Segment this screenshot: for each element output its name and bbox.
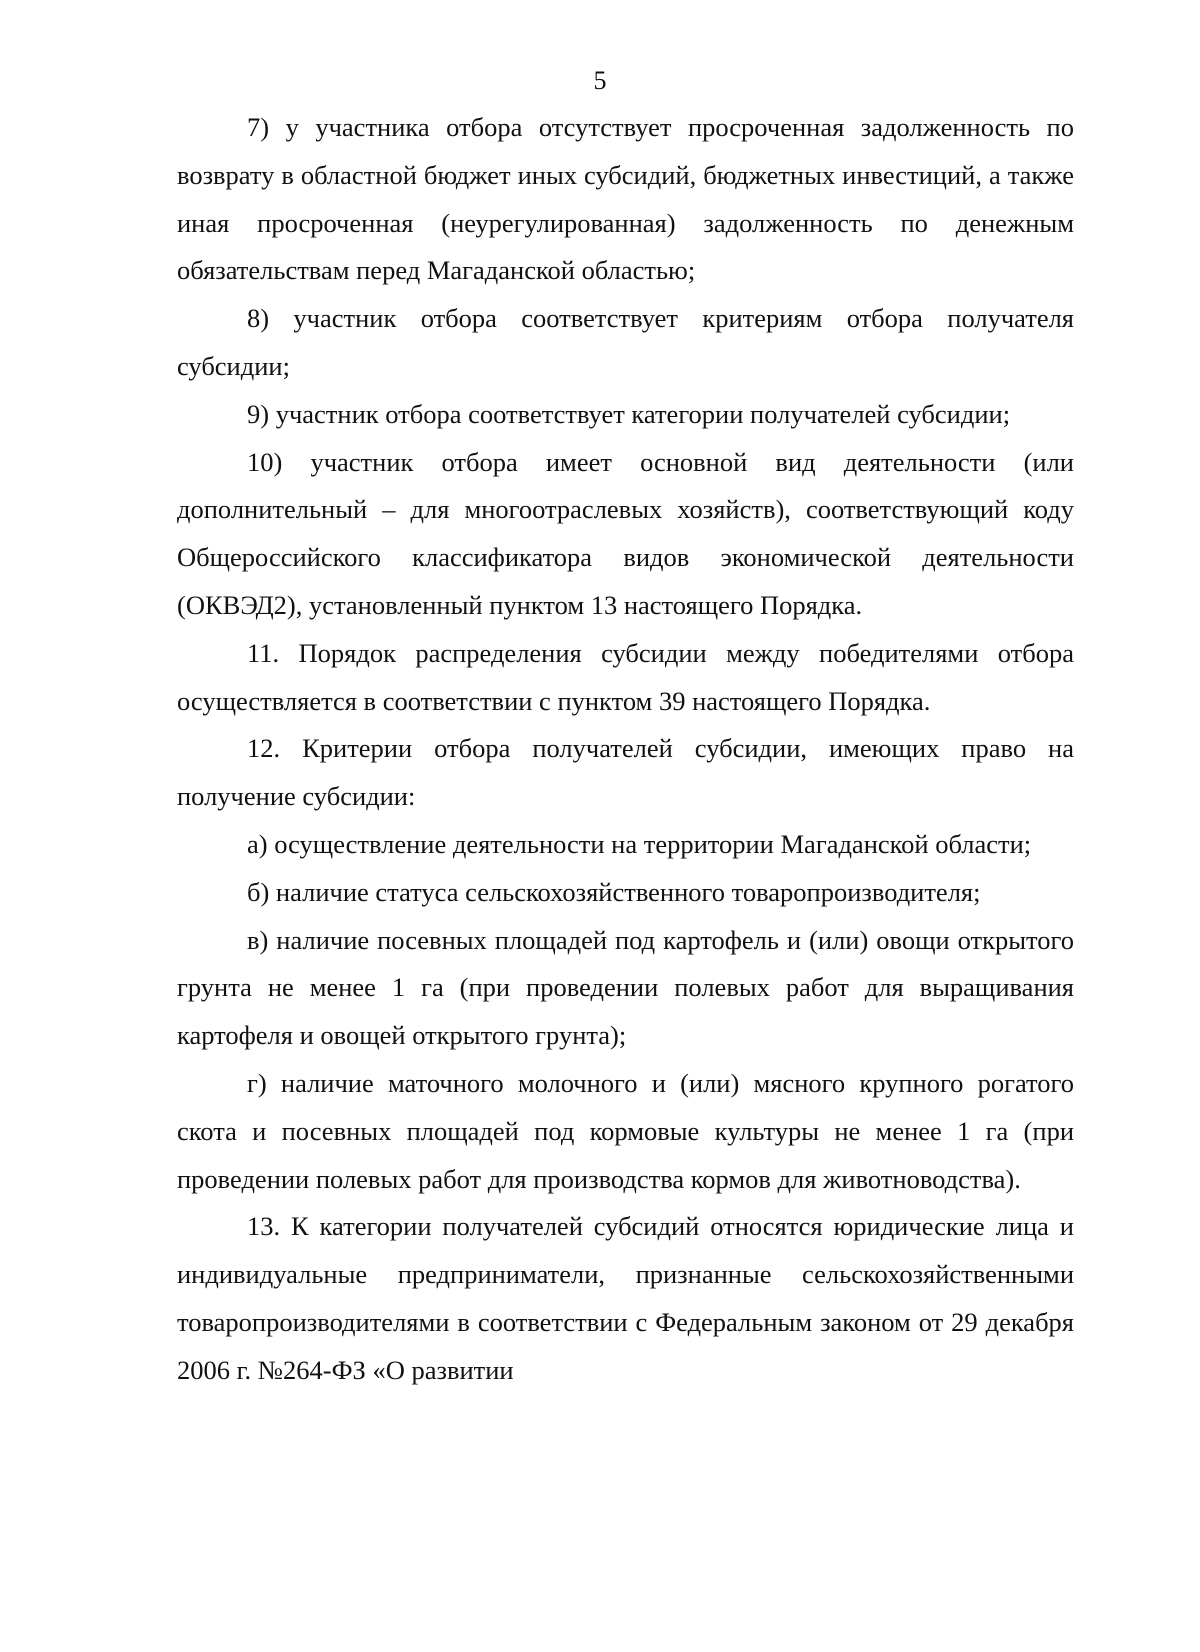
paragraph-clause-11: 11. Порядок распределения субсидии между победителями отбора осуществляется в соответствии с пунктом 39 настоящего Порядка. [177,637,1074,716]
paragraph-criterion-b: б) наличие статуса сельскохозяйственного товаропроизводителя; [247,876,981,907]
paragraph-clause-12: 12. Критерии отбора получателей субсидии, имеющих право на получение субсидии: [177,733,1074,812]
paragraph-clause-13: 13. К категории получателей субсидий относятся юридические лица и индивидуальные предприниматели, признанные сельскохозяйственными товаропроизводителями в соответствии с Федеральным законом от 29 декабря 2006 г. №264-ФЗ «О развитии [177,1211,1074,1385]
document-body [177,104,1074,1395]
paragraph-criterion-a: а) осуществление деятельности на территории Магаданской области; [247,828,1032,859]
paragraph-item-7: 7) у участника отбора отсутствует просроченная задолженность по возврату в областной бюджет иных субсидий, бюджетных инвестиций, а также иная просроченная (неурегулированная) задолженность по денежным обязательствам перед Магаданской областью; [177,112,1074,286]
page-number: 5 [593,66,607,95]
paragraph-item-8: 8) участник отбора соответствует критериям отбора получателя субсидии; [177,303,1074,381]
paragraph-criterion-g: г) наличие маточного молочного и (или) мясного крупного рогатого скота и посевных площадей под кормовые культуры не менее 1 га (при проведении полевых работ для производства кормов для животноводства). [177,1067,1074,1194]
paragraph-item-10: 10) участник отбора имеет основной вид деятельности (или дополнительный – для многоотраслевых хозяйств), соответствующий коду Общероссийского классификатора видов экономической деятельности (ОКВЭД2), установленный пунктом 13 настоящего Порядка. [177,446,1074,620]
paragraph-item-9: 9) участник отбора соответствует категории получателей субсидии; [247,398,1011,429]
paragraph-criterion-v: в) наличие посевных площадей под картофель и (или) овощи открытого грунта не менее 1 га (при проведении полевых работ для выращивания картофеля и овощей открытого грунта); [177,924,1074,1051]
